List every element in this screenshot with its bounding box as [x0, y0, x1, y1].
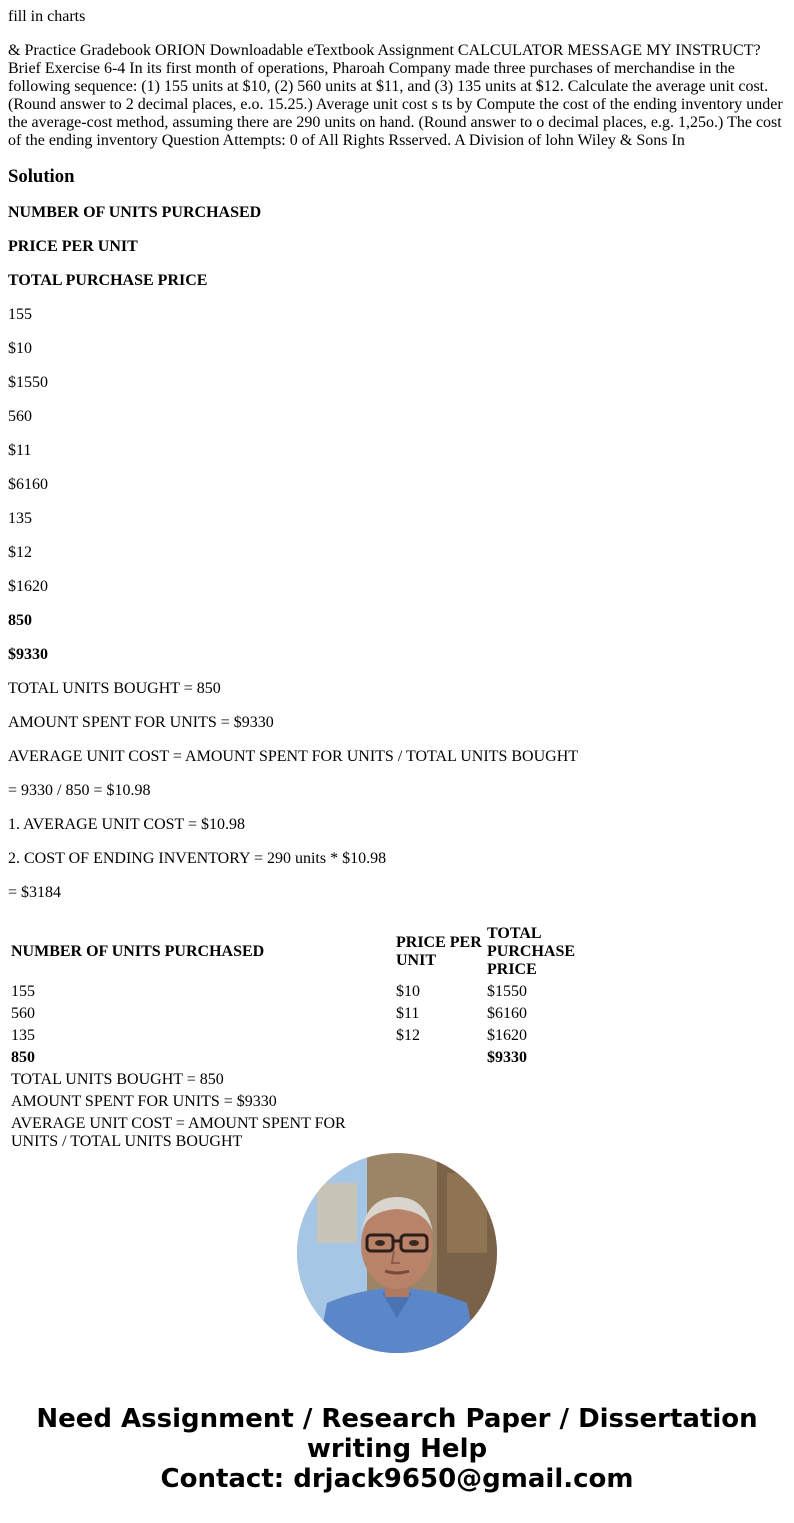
tutor-photo: [297, 1153, 497, 1353]
solution-table: [8, 922, 578, 1154]
table-total-row: [10, 1048, 576, 1068]
row2-units: 560: [8, 408, 32, 425]
promo-line-2: writing Help: [306, 1434, 488, 1464]
table-total-price: $9330: [487, 1049, 527, 1066]
table-cell-total: $6160: [487, 1005, 527, 1022]
table-header-total: TOTAL PURCHASE PRICE: [487, 925, 576, 978]
table-empty-cell: [395, 1048, 484, 1068]
table-cell-units: 135: [11, 1027, 35, 1044]
row3-price: $12: [8, 544, 32, 561]
total-units: 850: [8, 612, 32, 629]
table-cell-units: 155: [11, 983, 35, 1000]
header-units: NUMBER OF UNITS PURCHASED: [8, 204, 262, 221]
row1-price: $10: [8, 340, 32, 357]
header-total: TOTAL PURCHASE PRICE: [8, 272, 208, 289]
table-empty-cell: [395, 1070, 484, 1090]
table-cell-units: 560: [11, 1005, 35, 1022]
answer2-result-line: = $3184: [8, 884, 62, 901]
row3-units: 135: [8, 510, 32, 527]
tutor-avatar: [297, 1153, 497, 1353]
promo-contact: Contact: drjack9650@gmail.com: [160, 1464, 634, 1494]
question-title: fill in charts: [8, 8, 86, 25]
row1-total: $1550: [8, 374, 48, 391]
answer1-line: 1. AVERAGE UNIT COST = $10.98: [8, 816, 246, 833]
total-units-line: TOTAL UNITS BOUGHT = 850: [8, 680, 221, 697]
table-row: [10, 1070, 576, 1090]
table-line-amount-spent: AMOUNT SPENT FOR UNITS = $9330: [11, 1093, 277, 1110]
row2-total: $6160: [8, 476, 48, 493]
table-cell-price: $11: [396, 1005, 420, 1022]
header-price: PRICE PER UNIT: [8, 238, 138, 255]
page-content: [8, 8, 786, 918]
row2-price: $11: [8, 442, 32, 459]
table-empty-cell: [486, 1092, 576, 1112]
solution-table-container: [8, 922, 786, 1150]
table-row: [10, 982, 576, 1002]
table-cell-price: $12: [396, 1027, 420, 1044]
table-header-price: PRICE PER UNIT: [396, 934, 482, 969]
table-header-units: NUMBER OF UNITS PURCHASED: [11, 943, 265, 960]
table-empty-cell: [486, 1114, 576, 1152]
total-price: $9330: [8, 646, 48, 663]
question-body: & Practice Gradebook ORION Downloadable eTextbook Assignment CALCULATOR MESSAGE MY INSTRUCT? Brief Exercise 6-4 In its first month of operations, Pharoah Company made three purchases of merchandise in the following sequence: (1) 155 units at $10, (2) 560 units at $11, and (3) 135 units at $12. Calculate the average unit cost. (Round answer to 2 decimal places, e.o. 15.25.) Average unit cost s ts by Compute the cost of the ending inventory under the average-cost method, assuming there are 290 units on hand. (Round answer to o decimal places, e.g. 1,25o.) The cost of the ending inventory Question Attempts: 0 of All Rights Rsserved. A Division of lohn Wiley & Sons In: [8, 42, 783, 149]
formula-line: AVERAGE UNIT COST = AMOUNT SPENT FOR UNITS / TOTAL UNITS BOUGHT: [8, 748, 579, 765]
promo-line-1: Need Assignment / Research Paper / Dissertation: [36, 1404, 758, 1434]
calc-line: = 9330 / 850 = $10.98: [8, 782, 151, 799]
table-row: [10, 1004, 576, 1024]
promo-banner: [0, 1404, 794, 1494]
row1-units: 155: [8, 306, 32, 323]
table-cell-total: $1550: [487, 983, 527, 1000]
table-empty-cell: [395, 1092, 484, 1112]
table-row: [10, 1114, 576, 1152]
answer2-line: 2. COST OF ENDING INVENTORY = 290 units * $10.98: [8, 850, 387, 867]
table-row: [10, 1092, 576, 1112]
table-empty-cell: [395, 1114, 484, 1152]
table-empty-cell: [486, 1070, 576, 1090]
table-header-row: [10, 924, 576, 980]
row3-total: $1620: [8, 578, 48, 595]
solution-heading: Solution: [8, 166, 75, 187]
table-cell-price: $10: [396, 983, 420, 1000]
table-cell-total: $1620: [487, 1027, 527, 1044]
amount-spent-line: AMOUNT SPENT FOR UNITS = $9330: [8, 714, 274, 731]
table-line-formula: AVERAGE UNIT COST = AMOUNT SPENT FOR UNITS / TOTAL UNITS BOUGHT: [11, 1115, 346, 1150]
table-line-total-units: TOTAL UNITS BOUGHT = 850: [11, 1071, 224, 1088]
table-total-units: 850: [11, 1049, 35, 1066]
table-row: [10, 1026, 576, 1046]
